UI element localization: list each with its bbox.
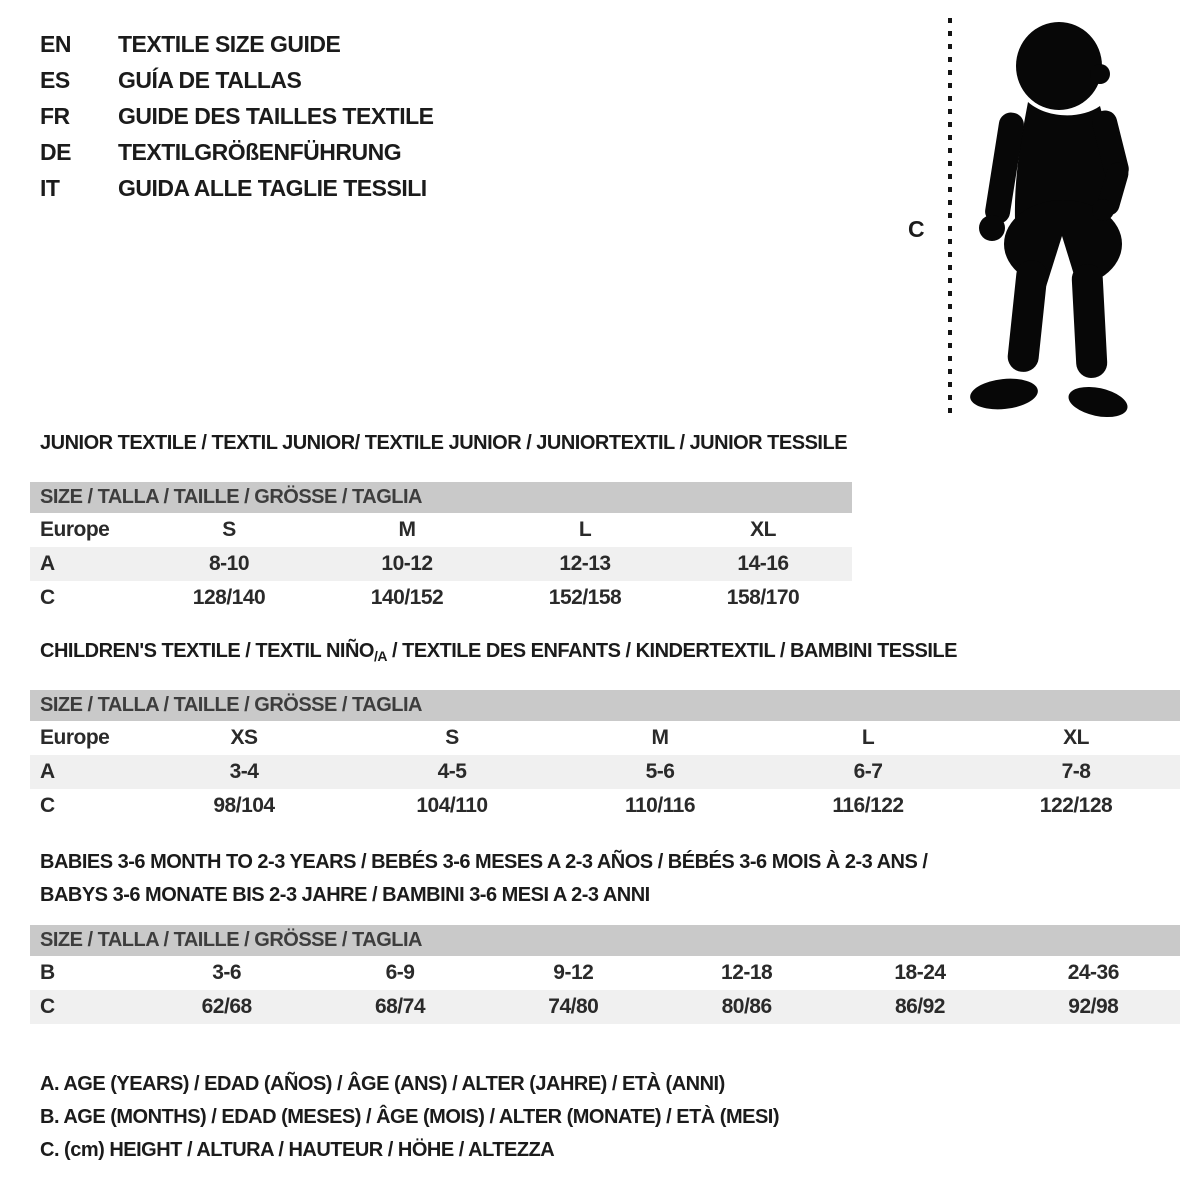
guide-title-es: GUÍA DE TALLAS xyxy=(118,66,302,93)
measure-legend xyxy=(40,1068,779,1167)
babies-heading-line2: BABYS 3-6 MONATE BIS 2-3 JAHRE / BAMBINI 3-6 MESI A 2-3 ANNI xyxy=(40,884,650,906)
size-value: L xyxy=(578,518,592,541)
language-row-de xyxy=(40,134,434,170)
babies-size-table xyxy=(30,925,1180,1024)
age-months-value: 12-18 xyxy=(721,961,773,984)
age-value: 14-16 xyxy=(737,552,789,575)
age-value: 12-13 xyxy=(559,552,611,575)
height-value: 110/116 xyxy=(624,794,696,817)
age-value: 3-4 xyxy=(229,760,259,783)
table-row-height-cm xyxy=(30,581,852,615)
height-measure-label: C xyxy=(908,216,925,242)
language-row-es xyxy=(40,62,434,98)
table-row-age-years xyxy=(30,547,852,581)
table-row-height-cm xyxy=(30,789,1180,823)
language-code: FR xyxy=(40,102,70,129)
row-label: A xyxy=(40,760,55,783)
children-heading-suffix: / TEXTILE DES ENFANTS / KINDERTEXTIL / BAMBINI TESSILE xyxy=(386,640,957,662)
height-value: 152/158 xyxy=(548,586,622,609)
table-row-europe xyxy=(30,721,1180,755)
language-code: IT xyxy=(40,174,60,201)
table-row-height-cm xyxy=(30,990,1180,1024)
age-value: 6-7 xyxy=(853,760,883,783)
guide-title-de: TEXTILGRÖßENFÜHRUNG xyxy=(118,138,402,165)
row-label: C xyxy=(40,586,55,609)
size-value: L xyxy=(861,726,875,749)
size-header-bar: SIZE / TALLA / TAILLE / GRÖSSE / TAGLIA xyxy=(30,482,852,513)
size-header-bar: SIZE / TALLA / TAILLE / GRÖSSE / TAGLIA xyxy=(30,925,1180,956)
legend-height-cm: C. (cm) HEIGHT / ALTURA / HAUTEUR / HÖHE / ALTEZZA xyxy=(40,1139,555,1161)
size-value: S xyxy=(222,518,236,541)
row-label: Europe xyxy=(40,726,110,749)
table-row-age-months xyxy=(30,956,1180,990)
guide-title-it: GUIDA ALLE TAGLIE TESSILI xyxy=(118,174,427,201)
table-row-age-years xyxy=(30,755,1180,789)
junior-section-heading: JUNIOR TEXTILE / TEXTIL JUNIOR/ TEXTILE JUNIOR / JUNIORTEXTIL / JUNIOR TESSILE xyxy=(40,432,848,454)
language-code: EN xyxy=(40,30,71,57)
height-value: 140/152 xyxy=(370,586,444,609)
size-value: XS xyxy=(230,726,258,749)
age-months-value: 6-9 xyxy=(385,961,415,984)
language-title-list xyxy=(40,26,434,206)
age-value: 7-8 xyxy=(1061,760,1091,783)
size-header-bar: SIZE / TALLA / TAILLE / GRÖSSE / TAGLIA xyxy=(30,690,1180,721)
age-value: 4-5 xyxy=(437,760,467,783)
legend-age-years: A. AGE (YEARS) / EDAD (AÑOS) / ÂGE (ANS) / ALTER (JAHRE) / ETÀ (ANNI) xyxy=(40,1073,725,1095)
height-value: 86/92 xyxy=(894,995,945,1018)
row-label: C xyxy=(40,995,55,1018)
language-code: DE xyxy=(40,138,71,165)
height-value: 116/122 xyxy=(832,794,904,817)
children-heading-prefix: CHILDREN'S TEXTILE / TEXTIL NIÑO xyxy=(40,640,374,662)
language-row-it xyxy=(40,170,434,206)
height-value: 104/110 xyxy=(416,794,488,817)
legend-age-months: B. AGE (MONTHS) / EDAD (MESES) / ÂGE (MOIS) / ALTER (MONATE) / ETÀ (MESI) xyxy=(40,1106,780,1128)
height-value: 62/68 xyxy=(201,995,252,1018)
height-value: 74/80 xyxy=(548,995,599,1018)
age-months-value: 9-12 xyxy=(553,961,594,984)
babies-heading-line1: BABIES 3-6 MONTH TO 2-3 YEARS / BEBÉS 3-6 MESES A 2-3 AÑOS / BÉBÉS 3-6 MOIS À 2-3 ANS / xyxy=(40,851,928,873)
height-value: 128/140 xyxy=(192,586,266,609)
row-label: C xyxy=(40,794,55,817)
size-value: XL xyxy=(750,518,776,541)
height-value: 122/128 xyxy=(1039,794,1113,817)
height-value: 98/104 xyxy=(213,794,275,817)
row-label: A xyxy=(40,552,55,575)
guide-title-fr: GUIDE DES TAILLES TEXTILE xyxy=(118,102,434,129)
language-row-en xyxy=(40,26,434,62)
size-value: S xyxy=(445,726,459,749)
size-value: XL xyxy=(1063,726,1089,749)
children-size-table xyxy=(30,690,1180,823)
children-heading-subscript: /A xyxy=(373,648,387,664)
language-row-fr xyxy=(40,98,434,134)
age-value: 10-12 xyxy=(381,552,433,575)
age-months-value: 3-6 xyxy=(212,961,242,984)
junior-size-table xyxy=(30,482,852,615)
children-section-heading xyxy=(40,640,957,664)
height-value: 158/170 xyxy=(726,586,800,609)
size-value: M xyxy=(651,726,669,749)
guide-title-en: TEXTILE SIZE GUIDE xyxy=(118,30,341,57)
babies-section-heading xyxy=(40,846,927,912)
age-months-value: 24-36 xyxy=(1067,961,1119,984)
language-code: ES xyxy=(40,66,70,93)
age-months-value: 18-24 xyxy=(894,961,946,984)
size-value: M xyxy=(398,518,416,541)
height-measure-dashed-line xyxy=(948,18,952,416)
row-label: B xyxy=(40,961,55,984)
age-value: 5-6 xyxy=(645,760,675,783)
age-value: 8-10 xyxy=(208,552,250,575)
toddler-silhouette-image xyxy=(962,14,1152,424)
height-value: 68/74 xyxy=(374,995,426,1018)
height-value: 92/98 xyxy=(1068,995,1119,1018)
table-row-europe xyxy=(30,513,852,547)
height-value: 80/86 xyxy=(721,995,772,1018)
row-label: Europe xyxy=(40,518,110,541)
